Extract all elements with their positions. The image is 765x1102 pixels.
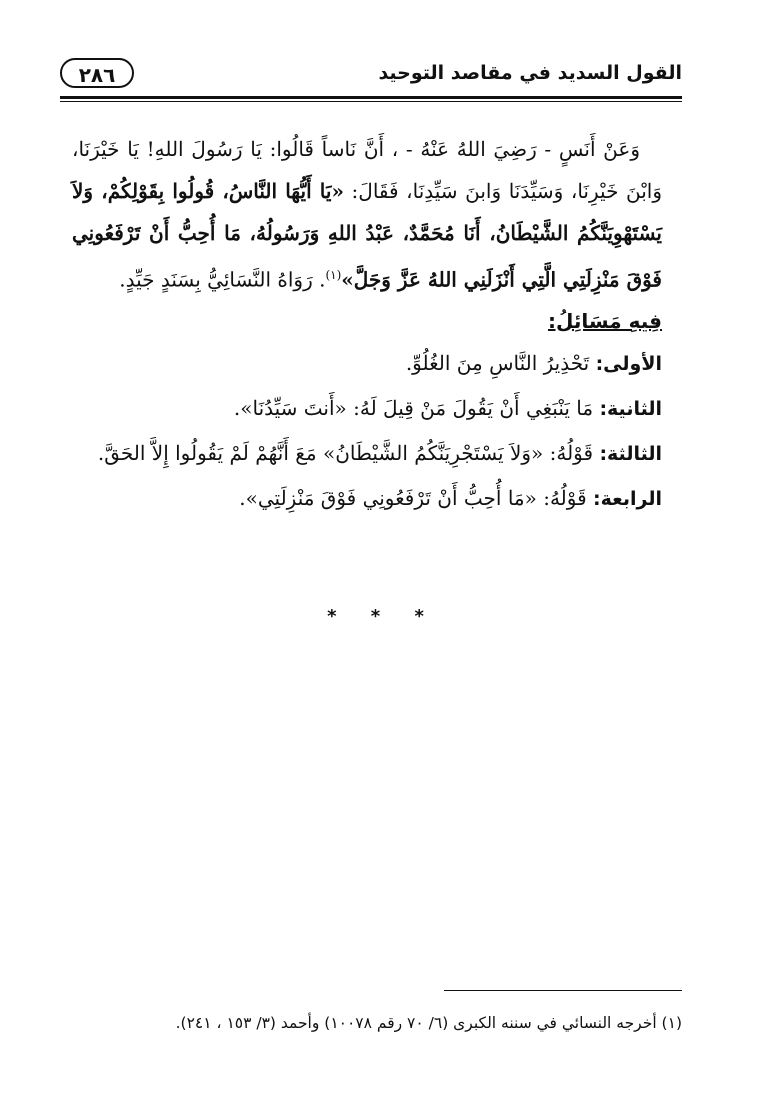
- issue-text: قَوْلُهُ: «مَا أُحِبُّ أَنْ تَرْفَعُونِي فَوْقَ مَنْزِلَتِي».: [239, 485, 594, 510]
- issue-item-3: [72, 431, 662, 476]
- issue-item-1: [72, 341, 662, 386]
- header-rule: [60, 96, 682, 99]
- issue-label: الثالثة:: [599, 442, 662, 465]
- header-rule-thin: [60, 101, 682, 102]
- footnote-marker: (١): [325, 268, 342, 282]
- footnote: (١) أخرجه النسائي في سننه الكبرى (٦/ ٧٠ رقم ١٠٠٧٨) وأحمد (٣/ ١٥٣ ، ٢٤١).: [175, 1014, 682, 1032]
- page-header: [60, 58, 682, 94]
- issue-text: تَحْذِيرُ النَّاسِ مِنَ الغُلُوِّ.: [405, 350, 596, 375]
- footnote-rule: [444, 990, 682, 991]
- hadith-paragraph: [72, 128, 662, 301]
- running-title: القول السديد في مقاصد التوحيد: [378, 62, 682, 84]
- main-text: [72, 128, 662, 521]
- issue-item-2: [72, 386, 662, 431]
- issue-item-4: [72, 476, 662, 521]
- section-separator: * * *: [327, 606, 438, 627]
- issue-text: قَوْلُهُ: «وَلاَ يَسْتَجْرِيَنَّكُمُ الشَّيْطَانُ» مَعَ أَنَّهُمْ لَمْ يَقُولُوا إِلاَّ الحَقَّ.: [97, 440, 600, 465]
- issue-label: الأولى:: [595, 352, 662, 375]
- issues-list: [72, 341, 662, 521]
- hadith-quote: «يَا أَيُّهَا النَّاسُ، قُولُوا بِقَوْلِكُمْ، وَلاَ يَسْتَهْوِيَنَّكُمُ الشَّيْطَانُ، أَنَا مُحَمَّدٌ، عَبْدُ اللهِ وَرَسُولُهُ، مَا أُحِبُّ أَنْ تَرْفَعُونِي فَوْقَ مَنْزِلَتِي الَّتِي أَنْزَلَنِي اللهُ عَزَّ وَجَلَّ»: [72, 179, 662, 292]
- hadith-source: . رَوَاهُ النَّسَائِيُّ بِسَنَدٍ جَيِّدٍ.: [119, 267, 326, 292]
- issue-label: الرابعة:: [593, 487, 662, 510]
- issues-heading: فِيهِ مَسَائِلُ:: [548, 308, 662, 333]
- page-number: ٢٨٦: [60, 58, 134, 88]
- issue-text: مَا يَنْبَغِي أَنْ يَقُولَ مَنْ قِيلَ لَهُ: «أَنتَ سَيِّدُنَا».: [233, 395, 600, 420]
- hadith-intro: وَعَنْ أَنَسٍ - رَضِيَ اللهُ عَنْهُ - ، أَنَّ نَاساً قَالُوا: يَا رَسُولَ اللهِ! يَا خَيْرَنَا، وَابْنَ خَيْرِنَا، وَسَيِّدَنَا وَابنَ سَيِّدِنَا، فَقَالَ:: [72, 137, 663, 203]
- issue-label: الثانية:: [599, 397, 662, 420]
